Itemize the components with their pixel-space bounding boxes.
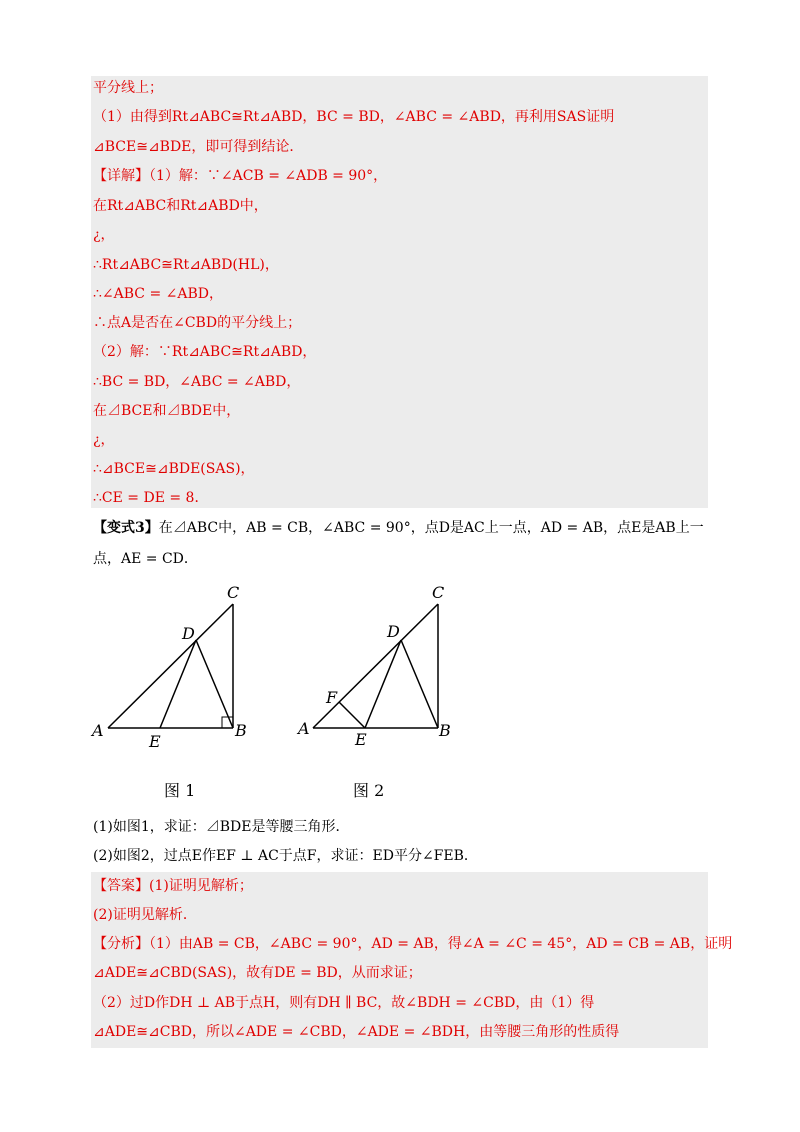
geometry-figures [0, 580, 800, 760]
solution-line: 在Rt⊿ABC和Rt⊿ABD中， [93, 198, 268, 214]
solution-line: 【详解】（1）解：∵∠ACB = ∠ADB = 90°， [93, 168, 388, 184]
answer-line: (2)证明见解析． [93, 907, 197, 923]
fig1-label-c: C [227, 583, 240, 602]
fig2-label-e: E [355, 730, 367, 749]
fig2-label-d: D [387, 622, 400, 641]
figure-1-caption: 图 1 [164, 781, 196, 800]
solution-line: ∴∠ABC = ∠ABD， [93, 286, 223, 302]
answer-line: ⊿ADE≅⊿CBD(SAS)，故有DE = BD，从而求证； [93, 965, 422, 981]
fig1-segment-de [160, 640, 196, 728]
solution-line: ∴Rt⊿ABC≅Rt⊿ABD(HL)， [93, 257, 279, 273]
problem-line-1 [93, 518, 704, 538]
solution-line: （2）解：∵Rt⊿ABC≅Rt⊿ABD， [93, 344, 317, 360]
solution-line: ∴⊿BCE≅⊿BDE(SAS)， [93, 461, 255, 477]
fig1-label-d: D [182, 624, 195, 643]
solution-line: ∴CE = DE = 8． [93, 490, 209, 506]
fig1-label-e: E [149, 732, 161, 751]
solution-line: 平分线上； [93, 80, 163, 96]
solution-line: ¿， [93, 432, 115, 448]
fig2-label-f: F [326, 688, 338, 707]
fig2-label-a: A [298, 719, 310, 738]
problem-line-2: 点，AE = CD． [93, 551, 198, 567]
solution-line: ∴BC = BD，∠ABC = ∠ABD， [93, 374, 301, 390]
fig2-label-c: C [432, 583, 445, 602]
fig2-segment-db [401, 640, 438, 728]
fig2-label-b: B [439, 721, 451, 740]
figure-2-caption: 图 2 [353, 781, 385, 800]
question-1: (1)如图1，求证：⊿BDE是等腰三角形． [93, 819, 350, 835]
problem-text: 在⊿ABC中，AB = CB，∠ABC = 90°，点D是AC上一点，AD = AB，点E是AB上一 [158, 520, 704, 536]
fig1-label-b: B [235, 721, 247, 740]
fig1-segment-db [196, 640, 233, 728]
solution-line: ⊿BCE≅⊿BDE，即可得到结论． [93, 139, 304, 155]
fig1-label-a: A [92, 721, 104, 740]
answer-line: ⊿ADE≅⊿CBD，所以∠ADE = ∠CBD，∠ADE = ∠BDH，由等腰三角形的性质得 [93, 1024, 620, 1040]
problem-tag: 【变式3】 [93, 520, 159, 536]
solution-line: 在⊿BCE和⊿BDE中， [93, 403, 241, 419]
solution-line: （1）由得到Rt⊿ABC≅Rt⊿ABD，BC = BD，∠ABC = ∠ABD，再利用SAS证明 [93, 109, 615, 125]
solution-line: ¿， [93, 227, 115, 243]
answer-line: 【分析】（1）由AB = CB，∠ABC = 90°，AD = AB，得∠A = ∠C = 45°，AD = CB = AB，证明 [93, 936, 733, 952]
question-2: (2)如图2，过点E作EF ⊥ AC于点F，求证：ED平分∠FEB． [93, 848, 478, 864]
answer-line: （2）过D作DH ⊥ AB于点H，则有DH ∥ BC，故∠BDH = ∠CBD，由（1）得 [93, 995, 595, 1011]
fig1-segment-ac [108, 604, 233, 728]
solution-line: ∴点A是否在∠CBD的平分线上； [93, 315, 302, 331]
figure-2-labels [296, 583, 451, 749]
answer-line: 【答案】(1)证明见解析； [93, 878, 253, 894]
figure-1 [108, 604, 233, 728]
fig2-segment-de [365, 640, 401, 728]
fig2-segment-ac [313, 604, 438, 728]
figure-2 [313, 604, 438, 728]
fig2-segment-ef [339, 702, 365, 728]
